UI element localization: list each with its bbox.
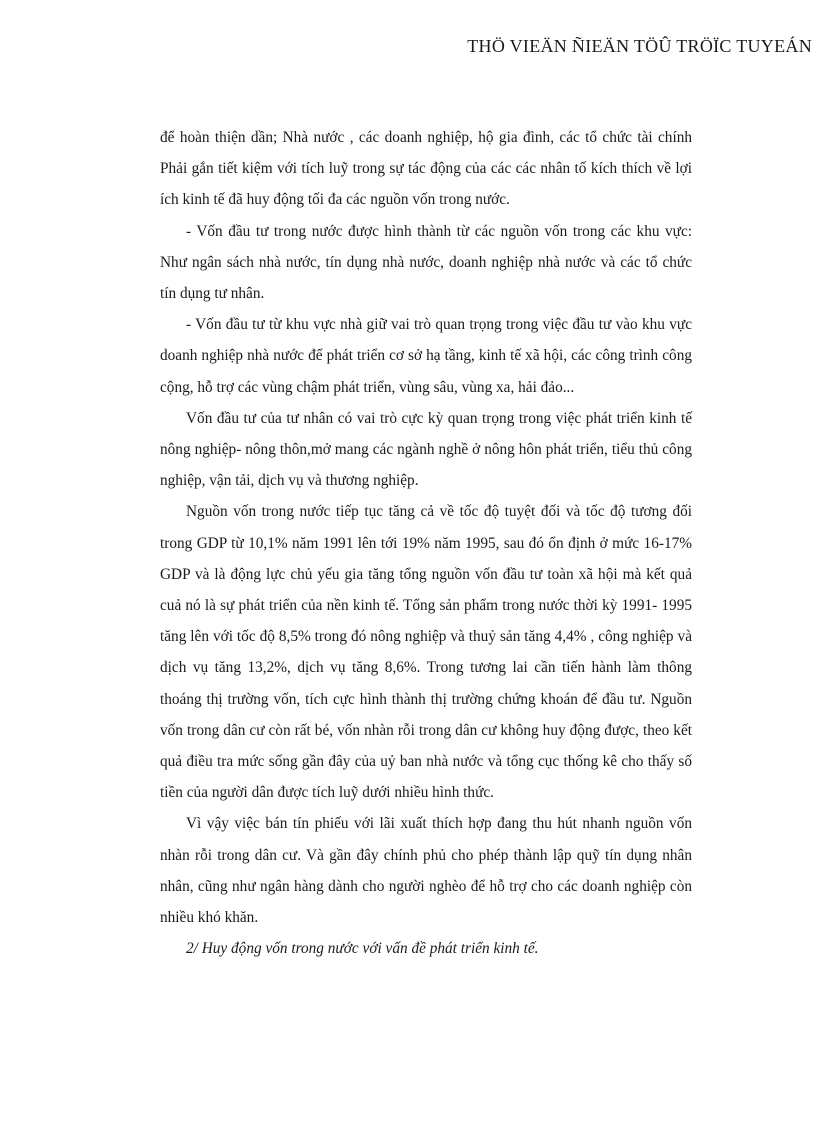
section-heading: 2/ Huy động vốn trong nước với vấn đề phát triển kinh tế. (186, 940, 539, 958)
paragraph-private-capital-role: Vốn đầu tư của tư nhân có vai trò cực kỳ quan trọng trong việc phát triển kinh tế nông nghiệp- nông thôn,mở mang các ngành nghề ở nông hôn phát triển, tiểu thủ công nghiệp, vận tải, dịch vụ và thương nghiệp. (160, 409, 692, 490)
paragraph-domestic-capital-growth: Nguồn vốn trong nước tiếp tục tăng cả về tốc độ tuyệt đối và tốc độ tương đối trong GDP từ 10,1% năm 1991 lên tới 19% năm 1995, sau đó ổn định ở mức 16-17% GDP và là động lực chủ yếu gia tăng tổng nguồn vốn đầu tư toàn xã hội mà kết quả cuả nó là sự phát triển của nền kinh tế. Tổng sản phẩm trong nước thời kỳ 1991- 1995 tăng lên với tốc độ 8,5% trong đó nông nghiệp và thuỷ sản tăng 4,4% , công nghiệp và dịch vụ tăng 13,2%, dịch vụ tăng 8,6%. Trong tương lai cần tiến hành làm thông thoáng thị trường vốn, tích cực hình thành thị trường chứng khoán để đầu tư. Nguồn vốn trong dân cư còn rất bé, vốn nhàn rỗi trong dân cư không huy động được, theo kết quả điều tra mức sống gần đây của uỷ ban nhà nước và tổng cục thống kê cho thấy số tiền của người dân được tích luỹ dưới nhiều hình thức. (160, 503, 692, 802)
paragraph-domestic-capital-sources: - Vốn đầu tư trong nước được hình thành từ các nguồn vốn trong các khu vực: Như ngân sách nhà nước, tín dụng nhà nước, doanh nghiệp nhà nước và các tổ chức tín dụng tư nhân. (160, 222, 692, 303)
paragraph-state-capital-role: - Vốn đầu tư từ khu vực nhà giữ vai trò quan trọng trong việc đầu tư vào khu vực doanh nghiệp nhà nước để phát triển cơ sở hạ tầng, kinh tế xã hội, các công trình công cộng, hỗ trợ các vùng chậm phát triển, vùng sâu, vùng xa, hải đảo... (160, 316, 692, 396)
document-body (160, 122, 692, 964)
page-header: THÖ VIEÄN ÑIEÄN TÖÛ TRÖÏC TUYEÁN (467, 36, 812, 56)
paragraph-treasury-bills: Vì vậy việc bán tín phiếu với lãi xuất thích hợp đang thu hút nhanh nguồn vốn nhàn rỗi trong dân cư. Và gần đây chính phủ cho phép thành lập quỹ tín dụng nhân nhân, cũng như ngân hàng dành cho người nghèo để hỗ trợ cho các doanh nghiệp còn nhiều khó khăn. (160, 815, 692, 927)
paragraph-continuation: để hoàn thiện dần; Nhà nước , các doanh nghiệp, hộ gia đình, các tổ chức tài chính Phải gắn tiết kiệm với tích luỹ trong sự tác động của các các nhân tố kích thích về lợi ích kinh tế đã huy động tối đa các nguồn vốn trong nước. (160, 129, 692, 209)
